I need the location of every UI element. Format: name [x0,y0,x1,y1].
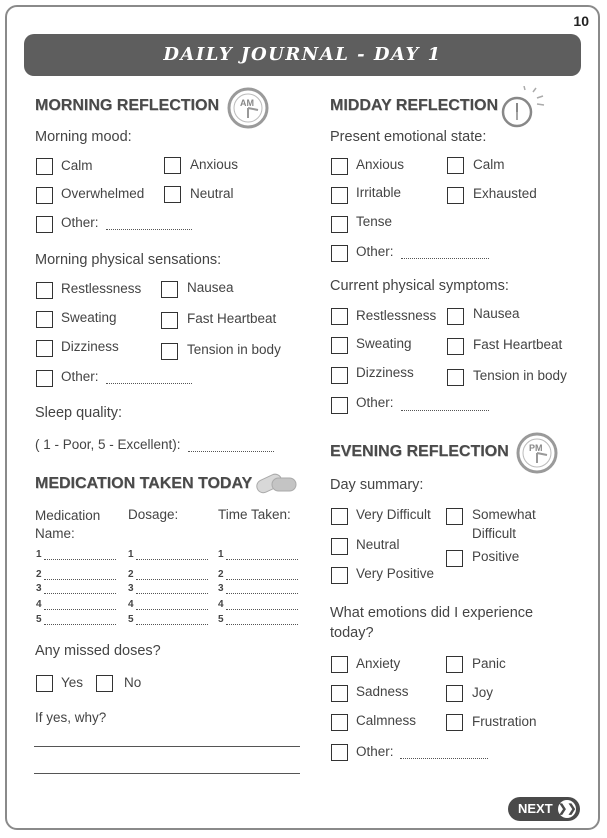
sleep-quality-line[interactable] [188,451,274,452]
mood-anxious-label: Anxious [190,157,239,172]
pm-clock-icon [515,431,559,475]
row-number: 2 [128,569,134,580]
state-tense-label: Tense [356,214,393,229]
next-button[interactable] [508,797,580,821]
dosage-line[interactable] [136,593,208,594]
emo-other-checkbox[interactable] [331,744,348,761]
state-other-line[interactable] [401,258,489,259]
sens-fast-heartbeat-label: Fast Heartbeat [187,311,277,326]
sym-fast-heartbeat-label: Fast Heartbeat [473,337,563,352]
emo-frustration-label: Frustration [472,714,537,729]
emo-anxiety-checkbox[interactable] [331,656,348,673]
row-number: 3 [128,583,134,594]
emo-panic-label: Panic [472,656,506,671]
row-number: 2 [218,569,224,580]
why-line-2[interactable] [34,773,300,774]
day-summary-label: Day summary: [330,477,424,493]
missed-yes-label: Yes [61,675,84,690]
row-number: 3 [218,583,224,594]
next-label: NEXT [518,801,553,816]
sym-tension-label: Tension in body [473,368,567,383]
row-number: 1 [36,549,42,560]
midday-clock-icon [499,86,547,130]
sym-nausea-checkbox[interactable] [447,308,464,325]
sym-dizziness-checkbox[interactable] [331,367,348,384]
row-number: 5 [128,614,134,625]
sleep-scale-label: ( 1 - Poor, 5 - Excellent): [35,437,181,452]
state-calm-label: Calm [473,157,505,172]
medication-name-line[interactable] [44,609,116,610]
mood-calm-label: Calm [61,158,93,173]
emo-calmness-label: Calmness [356,713,417,728]
physical-symptoms-label: Current physical symptoms: [330,278,509,294]
emotional-state-label: Present emotional state: [330,129,487,145]
medication-name-line[interactable] [44,559,116,560]
page-number: 10 [573,13,589,29]
col-time-taken: Time Taken: [218,507,291,522]
sym-sweating-label: Sweating [356,336,412,351]
row-number: 4 [36,599,42,610]
state-exhausted-checkbox[interactable] [447,187,464,204]
state-other-label: Other: [356,244,394,259]
emo-other-line[interactable] [400,758,488,759]
sym-restlessness-label: Restlessness [356,308,437,323]
morning-mood-label: Morning mood: [35,129,132,145]
sens-dizziness-checkbox[interactable] [36,340,53,357]
sym-tension-checkbox[interactable] [447,369,464,386]
state-irritable-checkbox[interactable] [331,187,348,204]
medication-name-line[interactable] [44,593,116,594]
medication-heading: MEDICATION TAKEN TODAY [35,475,253,492]
time-taken-line[interactable] [226,609,298,610]
emo-sadness-label: Sadness [356,684,409,699]
sens-other-label: Other: [61,369,99,384]
sens-fast-heartbeat-checkbox[interactable] [161,312,178,329]
midday-heading: MIDDAY REFLECTION [330,97,499,114]
sum-very-difficult-checkbox[interactable] [331,508,348,525]
am-clock-icon [226,86,270,130]
emotions-label-line2: today? [330,625,374,641]
emo-calmness-checkbox[interactable] [331,714,348,731]
sym-fast-heartbeat-checkbox[interactable] [447,338,464,355]
sym-dizziness-label: Dizziness [356,365,414,380]
dosage-line[interactable] [136,559,208,560]
row-number: 5 [218,614,224,625]
sens-nausea-label: Nausea [187,280,234,295]
emo-joy-checkbox[interactable] [446,685,463,702]
mood-calm-checkbox[interactable] [36,158,53,175]
row-number: 1 [128,549,134,560]
sum-somewhat-difficult-checkbox[interactable] [446,508,463,525]
sens-tension-label: Tension in body [187,342,281,357]
why-line-1[interactable] [34,746,300,747]
sum-somewhat-label: Somewhat [472,507,536,522]
if-yes-why-label: If yes, why? [35,710,107,725]
emo-panic-checkbox[interactable] [446,656,463,673]
evening-heading: EVENING REFLECTION [330,443,509,460]
missed-doses-label: Any missed doses? [35,643,161,659]
sens-other-checkbox[interactable] [36,370,53,387]
sym-other-line[interactable] [401,410,489,411]
sens-restlessness-label: Restlessness [61,281,142,296]
sleep-quality-label: Sleep quality: [35,405,123,421]
sym-other-label: Other: [356,395,394,410]
emotions-label-line1: What emotions did I experience [330,605,534,621]
sens-nausea-checkbox[interactable] [161,281,178,298]
emo-joy-label: Joy [472,685,494,700]
emo-other-label: Other: [356,744,394,759]
sum-very-positive-checkbox[interactable] [331,567,348,584]
row-number: 5 [36,614,42,625]
row-number: 4 [218,599,224,610]
pill-icon [254,468,298,494]
emo-sadness-checkbox[interactable] [331,685,348,702]
state-irritable-label: Irritable [356,185,402,200]
time-taken-line[interactable] [226,559,298,560]
sum-neutral-checkbox[interactable] [331,538,348,555]
row-number: 2 [36,569,42,580]
dosage-line[interactable] [136,579,208,580]
state-anxious-label: Anxious [356,157,405,172]
state-calm-checkbox[interactable] [447,157,464,174]
state-exhausted-label: Exhausted [473,186,537,201]
medication-name-line[interactable] [44,624,116,625]
state-tense-checkbox[interactable] [331,216,348,233]
medication-name-line[interactable] [44,579,116,580]
double-chevron-right-icon: ❯❯ [558,800,576,818]
sum-difficult-label: Difficult [472,526,517,541]
mood-neutral-label: Neutral [190,186,234,201]
mood-other-line[interactable] [106,229,192,230]
mood-overwhelmed-checkbox[interactable] [36,187,53,204]
missed-no-checkbox[interactable] [96,675,113,692]
row-number: 3 [36,583,42,594]
sens-sweating-checkbox[interactable] [36,311,53,328]
sens-dizziness-label: Dizziness [61,339,119,354]
sum-neutral-label: Neutral [356,537,400,552]
am-label: AM [240,98,254,108]
pm-label: PM [529,443,543,453]
mood-other-label: Other: [61,215,99,230]
sym-sweating-checkbox[interactable] [331,337,348,354]
time-taken-line[interactable] [226,593,298,594]
missed-no-label: No [124,675,142,690]
sum-positive-checkbox[interactable] [446,550,463,567]
mood-anxious-checkbox[interactable] [164,157,181,174]
mood-neutral-checkbox[interactable] [164,186,181,203]
row-number: 4 [128,599,134,610]
mood-overwhelmed-label: Overwhelmed [61,186,145,201]
dosage-line[interactable] [136,624,208,625]
sens-sweating-label: Sweating [61,310,117,325]
emo-anxiety-label: Anxiety [356,656,401,671]
sym-nausea-label: Nausea [473,306,520,321]
state-anxious-checkbox[interactable] [331,158,348,175]
sym-restlessness-checkbox[interactable] [331,308,348,325]
sens-restlessness-checkbox[interactable] [36,282,53,299]
time-taken-line[interactable] [226,624,298,625]
sum-very-positive-label: Very Positive [356,566,435,581]
sens-tension-checkbox[interactable] [161,343,178,360]
dosage-line[interactable] [136,609,208,610]
col-dosage: Dosage: [128,507,179,522]
row-number: 1 [218,549,224,560]
state-other-checkbox[interactable] [331,245,348,262]
sum-very-difficult-label: Very Difficult [356,507,431,522]
time-taken-line[interactable] [226,579,298,580]
morning-sensations-label: Morning physical sensations: [35,252,222,268]
mood-other-checkbox[interactable] [36,216,53,233]
sum-positive-label: Positive [472,549,520,564]
sym-other-checkbox[interactable] [331,397,348,414]
emo-frustration-checkbox[interactable] [446,714,463,731]
col-medication-name: Medication Name: [35,508,101,541]
sens-other-line[interactable] [106,383,192,384]
morning-heading: MORNING REFLECTION [35,97,219,114]
missed-yes-checkbox[interactable] [36,675,53,692]
page-title: DAILY JOURNAL - DAY 1 [24,34,581,76]
